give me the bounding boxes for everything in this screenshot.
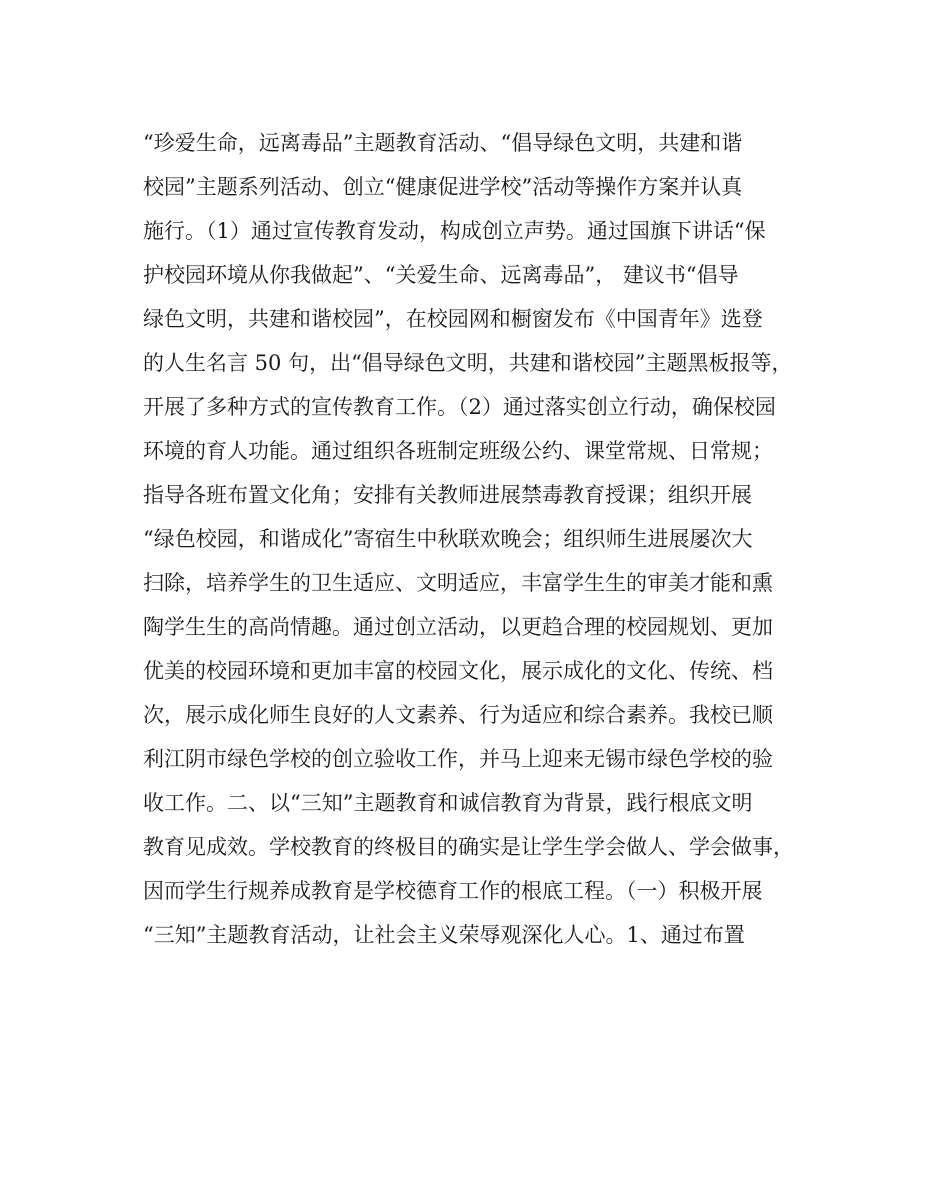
body-text [143,121,833,957]
text-line: 指导各班布置文化角；安排有关教师进展禁毒教育授课；组织开展 [143,483,752,507]
text-line: 收工作。二、以“三知”主题教育和诚信教育为背景，践行根底文明 [143,791,753,815]
text-line: 绿色文明，共建和谐校园”，在校园网和橱窗发布《中国青年》选登 [143,307,763,331]
text-line: 利江阴市绿色学校的创立验收工作，并马上迎来无锡市绿色学校的验 [143,747,773,771]
text-line: 教育见成效。学校教育的终极目的确实是让学生学会做人、学会做事， [143,835,794,859]
text-line: 的人生名言 50 句，出“倡导绿色文明，共建和谐校园”主题黑板报等， [143,351,793,375]
text-line: “绿色校园，和谐成化”寄宿生中秋联欢晚会；组织师生进展屡次大 [143,527,753,551]
text-line: 校园”主题系列活动、创立“健康促进学校”活动等操作方案并认真 [143,175,743,199]
text-line: 次，展示成化师生良好的人文素养、行为适应和综合素养。我校已顺 [143,703,773,727]
text-line: 护校园环境从你我做起”、“关爱生命、远离毒品”， 建议书“倡导 [143,263,739,287]
text-line: 扫除，培养学生的卫生适应、文明适应，丰富学生生的审美才能和熏 [143,571,773,595]
text-line: 陶学生生的高尚情趣。通过创立活动，以更趋合理的校园规划、更加 [143,615,773,639]
text-line: 优美的校园环境和更加丰富的校园文化，展示成化的文化、传统、档 [143,659,773,683]
text-line: “三知”主题教育活动，让社会主义荣辱观深化人心。1、通过布置 [143,923,745,947]
text-line: 施行。（1）通过宣传教育发动，构成创立声势。通过国旗下讲话“保 [143,219,766,243]
text-line: 环境的育人功能。通过组织各班制定班级公约、课堂常规、日常规； [143,439,773,463]
text-line: 开展了多种方式的宣传教育工作。（2）通过落实创立行动，确保校园 [143,395,776,419]
text-line: “珍爱生命，远离毒品”主题教育活动、“倡导绿色文明，共建和谐 [143,131,743,155]
text-line: 因而学生行规养成教育是学校德育工作的根底工程。（一）积极开展 [143,879,763,903]
